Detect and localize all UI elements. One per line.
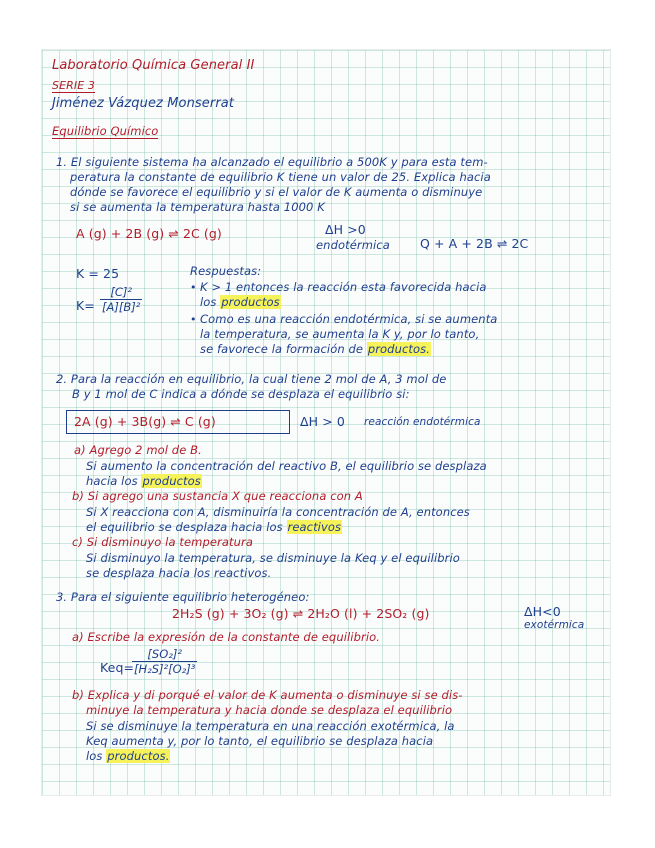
q1-line-2: peratura la constante de equilibrio K tiene un valor de 25. Explica hacia: [70, 170, 491, 184]
q3-keq-expression: [132, 647, 197, 676]
q3-title: 3. Para el siguiente equilibrio heterogéneo:: [56, 590, 310, 604]
series-label: SERIE 3: [52, 79, 95, 92]
q2-line-2: B y 1 mol de C indica a dónde se desplaza el equilibrio si:: [72, 387, 410, 401]
q3-delta-h: ΔH<0: [524, 604, 561, 619]
bullet-icon: •: [190, 313, 197, 326]
q1-delta-h: ΔH >0: [325, 222, 366, 237]
author-name: Jiménez Vázquez Monserrat: [52, 96, 235, 111]
q3b-answer-1: Si se disminuye la temperatura en una reacción exotérmica, la: [86, 719, 455, 733]
bullet-icon: •: [190, 281, 197, 294]
q1-answer-2a: Como es una reacción endotérmica, si se aumenta: [200, 312, 498, 326]
q3b-title-2: minuye la temperatura y hacia donde se desplaza el equilibrio: [86, 703, 453, 717]
q1-endothermic-equation: Q + A + 2B ⇌ 2C: [420, 236, 529, 251]
q3-keq-label: Keq=: [100, 660, 135, 675]
q3-reaction: 2H₂S (g) + 3O₂ (g) ⇌ 2H₂O (l) + 2SO₂ (g): [172, 606, 430, 621]
q1-line-1: 1. El siguiente sistema ha alcanzado el equilibrio a 500K y para esta tem-: [56, 155, 488, 169]
q1-answer-1a: K > 1 entonces la reacción esta favorecida hacia: [200, 280, 487, 294]
q1-answer-2c: se favorece la formación de productos.: [200, 342, 430, 356]
q1-answer-2b: la temperatura, se aumenta la K y, por lo tanto,: [200, 327, 480, 341]
q1-line-3: dónde se favorece el equilibrio y si el valor de K aumenta o disminuye: [70, 185, 483, 199]
q2b-answer-1: Si X reacciona con A, disminuiría la concentración de A, entonces: [86, 505, 470, 519]
q2-reaction: 2A (g) + 3B(g) ⇌ C (g): [74, 414, 216, 429]
q1-k-denominator: [A][B]²: [102, 300, 141, 314]
q2a-answer-2: hacia los productos: [86, 474, 201, 488]
q2b-answer-2: el equilibrio se desplaza hacia los reactivos: [86, 520, 342, 534]
q2-delta-h: ΔH > 0: [300, 414, 345, 429]
q3b-answer-2: Keq aumenta y, por lo tanto, el equilibrio se desplaza hacia: [86, 734, 434, 748]
q1-reaction: A (g) + 2B (g) ⇌ 2C (g): [76, 226, 222, 241]
q1-k-value: K = 25: [76, 266, 120, 281]
q2c-answer-1: Si disminuyo la temperatura, se disminuye la Keq y el equilibrio: [86, 551, 460, 565]
answers-title: Respuestas:: [190, 264, 262, 278]
q1-k-numerator: [C]²: [100, 285, 142, 300]
q3-keq-denominator: [H₂S]²[O₂]³: [134, 662, 196, 676]
q3b-title-1: b) Explica y di porqué el valor de K aumenta o disminuye si se dis-: [72, 688, 463, 702]
q2a-title: a) Agrego 2 mol de B.: [74, 443, 202, 457]
q3-exothermic-label: exotérmica: [524, 619, 585, 631]
q1-answer-1b: los productos: [200, 295, 280, 309]
q2a-answer-1: Si aumento la concentración del reactivo B, el equilibrio se desplaza: [86, 459, 487, 473]
q3b-answer-3: los productos.: [86, 749, 170, 763]
q3a-title: a) Escribe la expresión de la constante de equilibrio.: [72, 630, 381, 644]
q2c-answer-2: se desplaza hacia los reactivos.: [86, 566, 272, 580]
topic-heading: Equilibrio Químico: [52, 124, 159, 138]
q2c-title: c) Si disminuyo la temperatura: [72, 535, 253, 549]
q1-line-4: si se aumenta la temperatura hasta 1000 K: [70, 200, 325, 214]
q2-endothermic-note: reacción endotérmica: [364, 416, 481, 428]
q2b-title: b) Si agrego una sustancia X que reacciona con A: [72, 489, 363, 503]
q1-k-expression: [100, 285, 142, 314]
q2-line-1: 2. Para la reacción en equilibrio, la cual tiene 2 mol de A, 3 mol de: [56, 372, 447, 386]
page-title: Laboratorio Química General II: [52, 58, 255, 73]
q3-keq-numerator: [SO₂]²: [132, 647, 197, 662]
q1-endothermic-label: endotérmica: [316, 238, 390, 252]
q1-k-label: K=: [76, 298, 95, 313]
